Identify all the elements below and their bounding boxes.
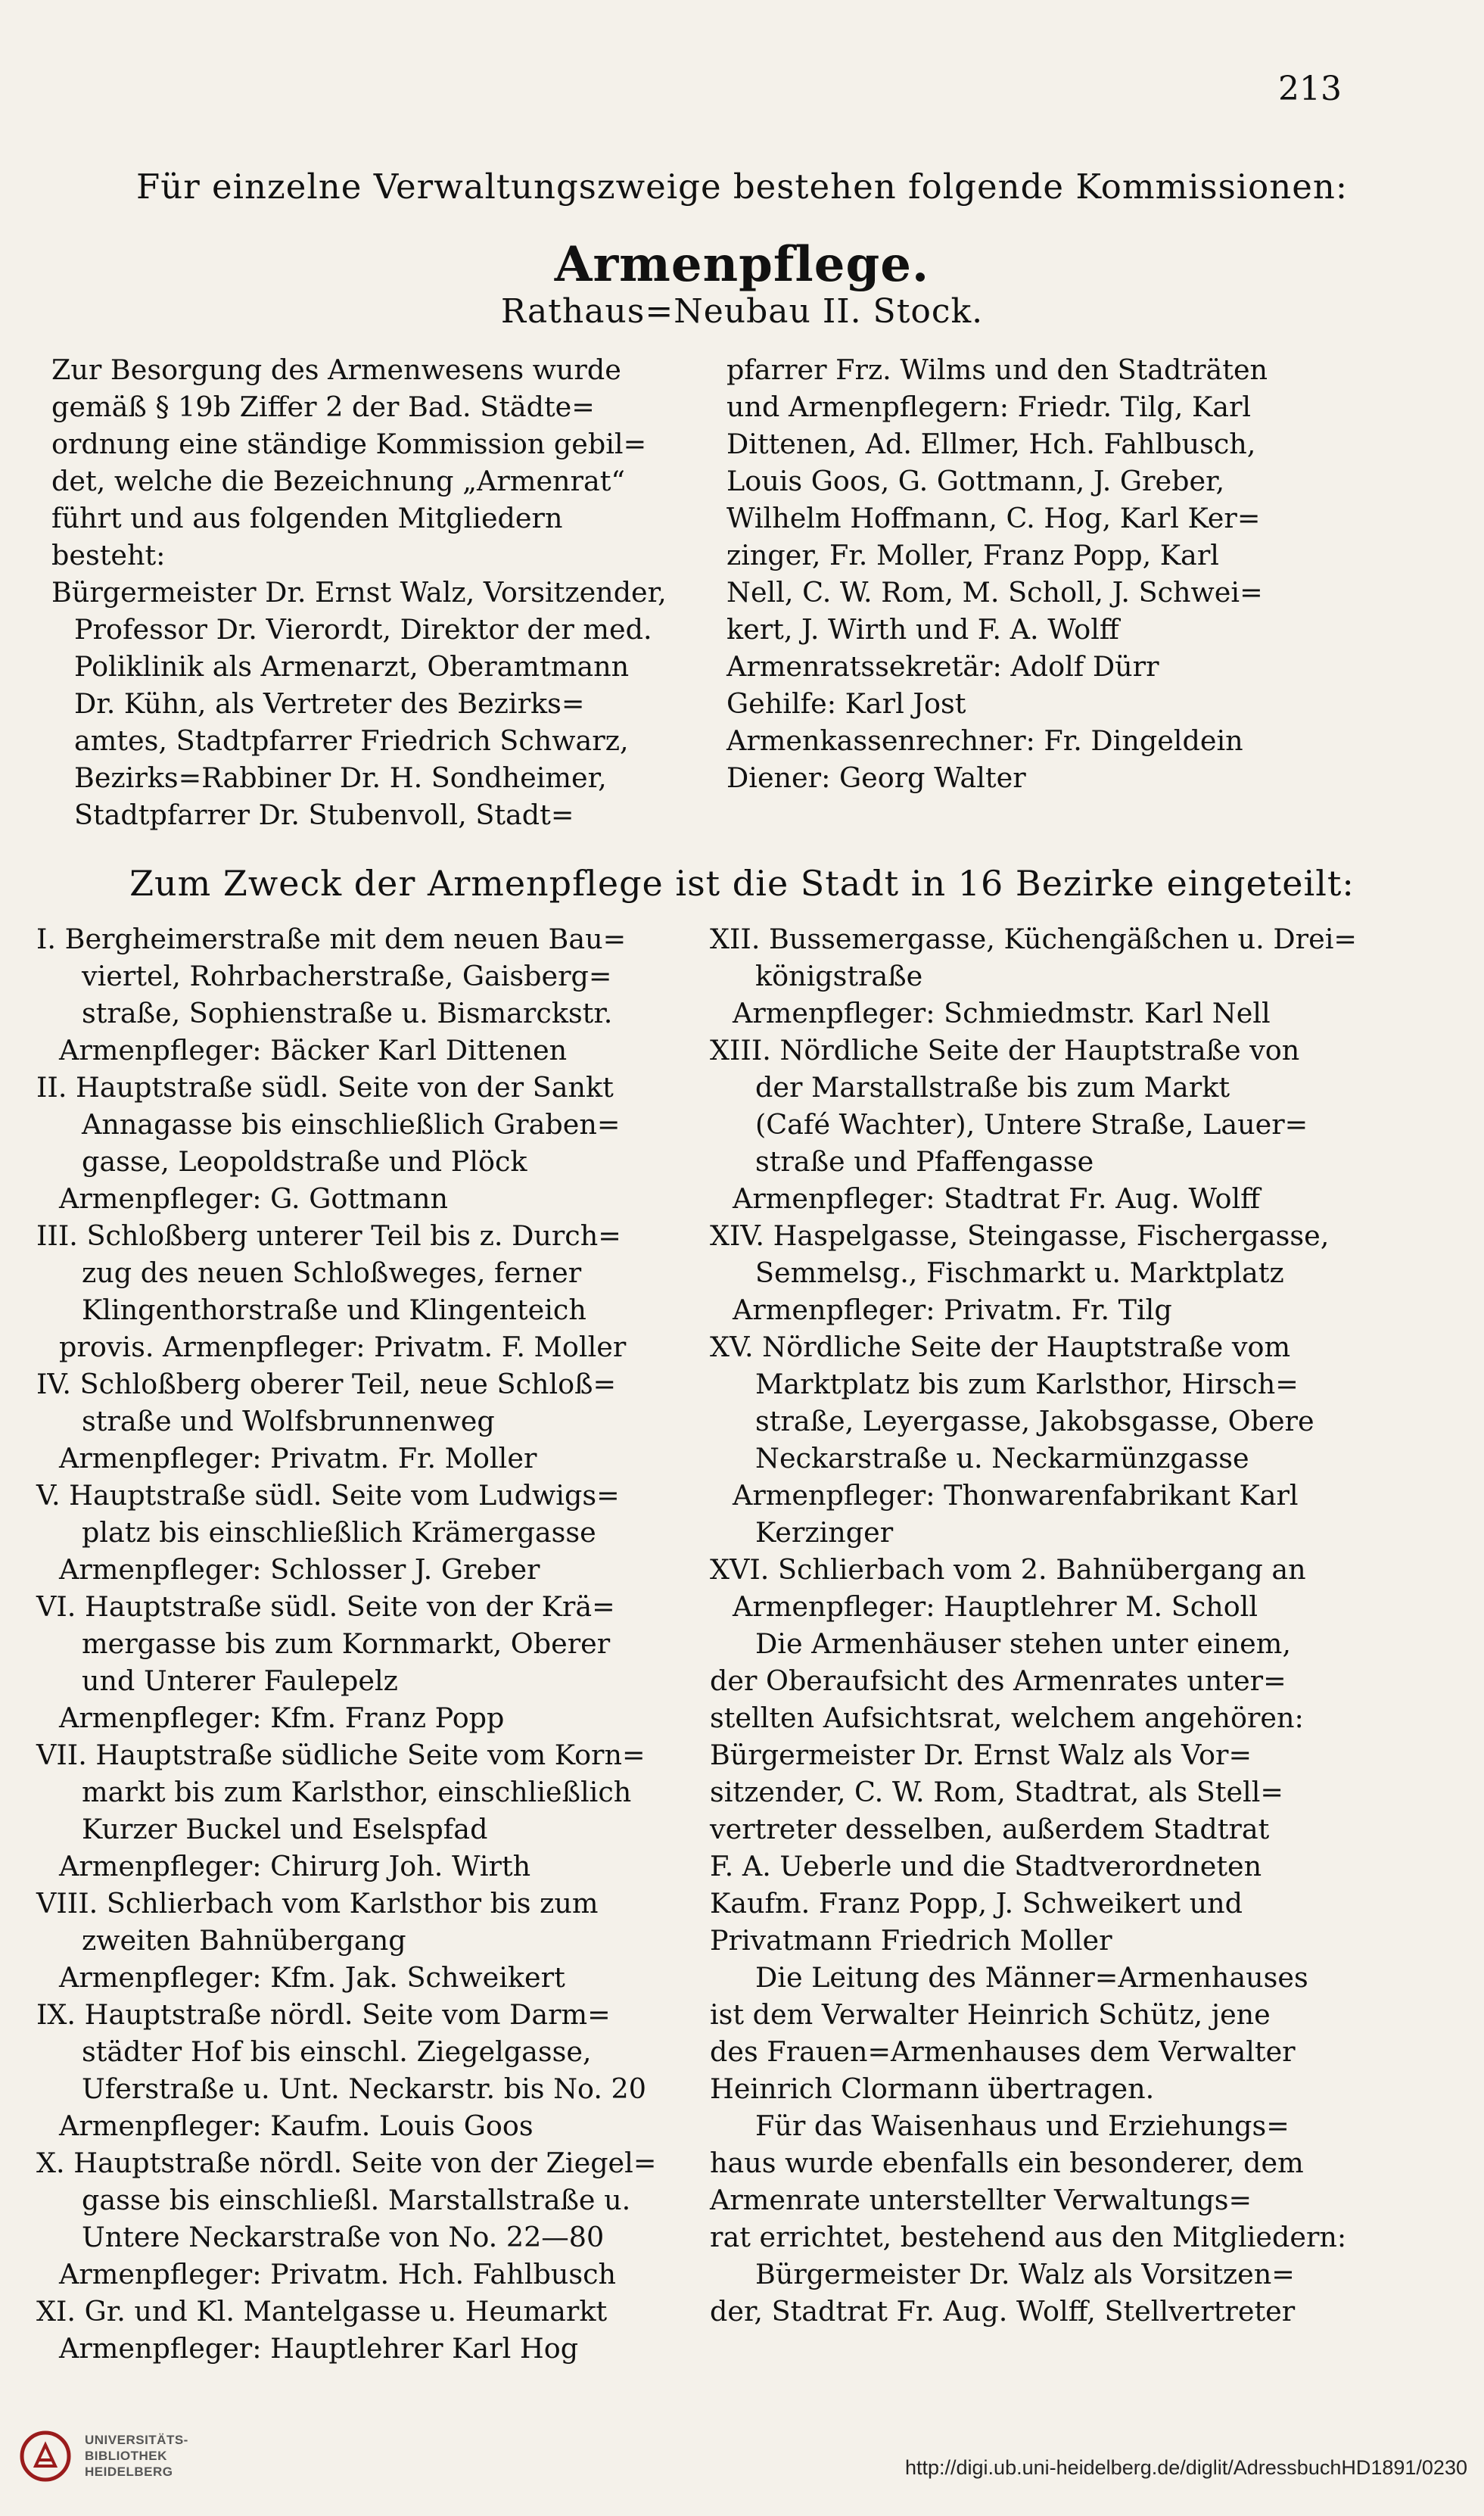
- district-line: Bürgermeister Dr. Walz als Vorsitzen=: [755, 2258, 1295, 2290]
- district-line: Armenpfleger: Thonwarenfabrikant Karl: [733, 1479, 1299, 1512]
- district-line: Armenpfleger: Schmiedmstr. Karl Nell: [733, 997, 1271, 1029]
- intro-right-column: [726, 351, 1377, 796]
- district-line: V. Hauptstraße südl. Seite vom Ludwigs=: [36, 1479, 620, 1512]
- district-line: Armenpfleger: Hauptlehrer Karl Hog: [59, 2332, 579, 2365]
- district-line: XIV. Haspelgasse, Steingasse, Fischergasse,: [710, 1219, 1330, 1252]
- district-line: Armenpfleger: Privatm. Hch. Fahlbusch: [59, 2258, 617, 2290]
- district-line: Armenrate unterstellter Verwaltungs=: [710, 2184, 1252, 2216]
- intro-line: Gehilfe: Karl Jost: [726, 687, 966, 720]
- district-line: Armenpfleger: Privatm. Fr. Tilg: [733, 1294, 1172, 1326]
- district-line: viertel, Rohrbacherstraße, Gaisberg=: [82, 960, 612, 992]
- library-logo-text: UNIVERSITÄTS- BIBLIOTHEK HEIDELBERG: [85, 2433, 188, 2479]
- district-line: X. Hauptstraße nördl. Seite von der Ziegel=: [36, 2147, 657, 2179]
- intro-line: Stadtpfarrer Dr. Stubenvoll, Stadt=: [74, 799, 574, 831]
- districts-left-column: [36, 920, 695, 2367]
- district-line: und Unterer Faulepelz: [82, 1664, 398, 1697]
- intro-line: besteht:: [51, 539, 166, 571]
- section-title: Armenpflege.: [554, 236, 930, 293]
- district-line: der Marstallstraße bis zum Markt: [755, 1071, 1230, 1104]
- district-line: Klingenthorstraße und Klingenteich: [82, 1294, 586, 1326]
- district-line: Armenpfleger: Privatm. Fr. Moller: [59, 1442, 537, 1474]
- intro-line: pfarrer Frz. Wilms und den Stadträten: [726, 353, 1268, 386]
- intro-line: Professor Dr. Vierordt, Direktor der med.: [74, 613, 652, 646]
- district-line: des Frauen=Armenhauses dem Verwalter: [710, 2035, 1296, 2068]
- intro-line: Nell, C. W. Rom, M. Scholl, J. Schwei=: [726, 576, 1263, 609]
- intro-line: kert, J. Wirth und F. A. Wolff: [726, 613, 1119, 646]
- district-line: VI. Hauptstraße südl. Seite von der Krä=: [36, 1590, 615, 1623]
- district-line: VII. Hauptstraße südliche Seite vom Korn=: [36, 1739, 646, 1771]
- district-line: XII. Bussemergasse, Küchengäßchen u. Drei=: [710, 923, 1357, 955]
- district-line: XIII. Nördliche Seite der Hauptstraße von: [710, 1034, 1300, 1066]
- district-line: gasse bis einschließl. Marstallstraße u.: [82, 2184, 631, 2216]
- district-line: Armenpfleger: Schlosser J. Greber: [59, 1553, 540, 1586]
- intro-line: Wilhelm Hoffmann, C. Hog, Karl Ker=: [726, 502, 1261, 534]
- district-line: Annagasse bis einschließlich Graben=: [82, 1108, 621, 1141]
- district-line: Armenpfleger: Chirurg Joh. Wirth: [59, 1850, 531, 1882]
- district-line: stellten Aufsichtsrat, welchem angehören:: [710, 1702, 1304, 1734]
- district-line: provis. Armenpfleger: Privatm. F. Moller: [59, 1331, 627, 1363]
- page-number: 213: [1278, 70, 1342, 108]
- district-line: Neckarstraße u. Neckarmünzgasse: [755, 1442, 1249, 1474]
- library-logo-icon: [19, 2430, 72, 2483]
- district-line: rat errichtet, bestehend aus den Mitgliedern:: [710, 2221, 1347, 2253]
- commissions-heading: Für einzelne Verwaltungszweige bestehen folgende Kommissionen:: [136, 167, 1348, 207]
- district-line: der Oberaufsicht des Armenrates unter=: [710, 1664, 1286, 1697]
- district-line: Kerzinger: [755, 1516, 894, 1549]
- section-subtitle: Rathaus=Neubau II. Stock.: [500, 292, 984, 331]
- district-line: ist dem Verwalter Heinrich Schütz, jene: [710, 1998, 1271, 2031]
- district-line: I. Bergheimerstraße mit dem neuen Bau=: [36, 923, 627, 955]
- district-line: II. Hauptstraße südl. Seite von der Sankt: [36, 1071, 614, 1104]
- district-line: Armenpfleger: Stadtrat Fr. Aug. Wolff: [733, 1182, 1261, 1215]
- district-line: Marktplatz bis zum Karlsthor, Hirsch=: [755, 1368, 1299, 1400]
- district-line: haus wurde ebenfalls ein besonderer, dem: [710, 2147, 1304, 2179]
- district-line: IX. Hauptstraße nördl. Seite vom Darm=: [36, 1998, 611, 2031]
- intro-line: Armenkassenrechner: Fr. Dingeldein: [726, 724, 1243, 757]
- districts-heading: Zum Zweck der Armenpflege ist die Stadt in 16 Bezirke eingeteilt:: [129, 863, 1355, 904]
- district-line: königstraße: [755, 960, 923, 992]
- district-line: F. A. Ueberle und die Stadtverordneten: [710, 1850, 1262, 1882]
- district-line: Privatmann Friedrich Moller: [710, 1924, 1112, 1957]
- intro-line: Dittenen, Ad. Ellmer, Hch. Fahlbusch,: [726, 428, 1256, 460]
- district-line: Armenpfleger: G. Gottmann: [59, 1182, 449, 1215]
- intro-line: zinger, Fr. Moller, Franz Popp, Karl: [726, 539, 1219, 571]
- district-line: XV. Nördliche Seite der Hauptstraße vom: [710, 1331, 1291, 1363]
- district-line: Die Armenhäuser stehen unter einem,: [755, 1627, 1291, 1660]
- district-line: (Café Wachter), Untere Straße, Lauer=: [755, 1108, 1308, 1141]
- district-line: Armenpfleger: Bäcker Karl Dittenen: [59, 1034, 568, 1066]
- district-line: Armenpfleger: Kfm. Jak. Schweikert: [59, 1961, 565, 1994]
- intro-line: ordnung eine ständige Kommission gebil=: [51, 428, 647, 460]
- district-line: XI. Gr. und Kl. Mantelgasse u. Heumarkt: [36, 2295, 608, 2328]
- district-line: Für das Waisenhaus und Erziehungs=: [755, 2110, 1290, 2142]
- intro-line: Louis Goos, G. Gottmann, J. Greber,: [726, 465, 1225, 497]
- district-line: IV. Schloßberg oberer Teil, neue Schloß=: [36, 1368, 617, 1400]
- intro-line: Armenratssekretär: Adolf Dürr: [726, 650, 1159, 683]
- district-line: Kurzer Buckel und Eselspfad: [82, 1813, 488, 1845]
- district-line: straße, Sophienstraße u. Bismarckstr.: [82, 997, 613, 1029]
- district-line: vertreter desselben, außerdem Stadtrat: [710, 1813, 1270, 1845]
- district-line: platz bis einschließlich Krämergasse: [82, 1516, 596, 1549]
- intro-left-column: [51, 351, 687, 833]
- intro-line: Bezirks=Rabbiner Dr. H. Sondheimer,: [74, 761, 607, 794]
- intro-line: Bürgermeister Dr. Ernst Walz, Vorsitzender,: [51, 576, 667, 609]
- district-line: straße und Wolfsbrunnenweg: [82, 1405, 495, 1437]
- district-line: XVI. Schlierbach vom 2. Bahnübergang an: [710, 1553, 1306, 1586]
- district-line: markt bis zum Karlsthor, einschließlich: [82, 1776, 632, 1808]
- district-line: Heinrich Clormann übertragen.: [710, 2072, 1155, 2105]
- districts-right-column: [710, 920, 1376, 2330]
- source-url: http://digi.ub.uni-heidelberg.de/diglit/AdressbuchHD1891/0230: [904, 2456, 1467, 2479]
- footer: [0, 2426, 1484, 2516]
- intro-line: det, welche die Bezeichnung „Armenrat“: [51, 465, 626, 497]
- district-line: mergasse bis zum Kornmarkt, Oberer: [82, 1627, 611, 1660]
- district-line: Uferstraße u. Unt. Neckarstr. bis No. 20: [82, 2072, 647, 2105]
- intro-line: gemäß § 19b Ziffer 2 der Bad. Städte=: [51, 391, 595, 423]
- district-line: der, Stadtrat Fr. Aug. Wolff, Stellvertreter: [710, 2295, 1296, 2328]
- district-line: zweiten Bahnübergang: [82, 1924, 406, 1957]
- intro-line: Zur Besorgung des Armenwesens wurde: [51, 353, 621, 386]
- district-line: sitzender, C. W. Rom, Stadtrat, als Stell=: [710, 1776, 1283, 1808]
- district-line: Armenpfleger: Kaufm. Louis Goos: [59, 2110, 534, 2142]
- district-line: III. Schloßberg unterer Teil bis z. Durch=: [36, 1219, 621, 1252]
- district-line: gasse, Leopoldstraße und Plöck: [82, 1145, 527, 1178]
- district-line: Armenpfleger: Hauptlehrer M. Scholl: [733, 1590, 1258, 1623]
- district-line: Die Leitung des Männer=Armenhauses: [755, 1961, 1308, 1994]
- district-line: Bürgermeister Dr. Ernst Walz als Vor=: [710, 1739, 1252, 1771]
- district-line: VIII. Schlierbach vom Karlsthor bis zum: [36, 1887, 599, 1920]
- intro-line: und Armenpflegern: Friedr. Tilg, Karl: [726, 391, 1252, 423]
- district-line: zug des neuen Schloßweges, ferner: [82, 1256, 582, 1289]
- district-line: Semmelsg., Fischmarkt u. Marktplatz: [755, 1256, 1284, 1289]
- intro-line: Poliklinik als Armenarzt, Oberamtmann: [74, 650, 630, 683]
- district-line: Kaufm. Franz Popp, J. Schweikert und: [710, 1887, 1243, 1920]
- district-line: Untere Neckarstraße von No. 22—80: [82, 2221, 605, 2253]
- district-line: straße, Leyergasse, Jakobsgasse, Obere: [755, 1405, 1314, 1437]
- intro-line: Dr. Kühn, als Vertreter des Bezirks=: [74, 687, 585, 720]
- district-line: städter Hof bis einschl. Ziegelgasse,: [82, 2035, 592, 2068]
- district-line: Armenpfleger: Kfm. Franz Popp: [59, 1702, 505, 1734]
- intro-line: führt und aus folgenden Mitgliedern: [51, 502, 563, 534]
- district-line: straße und Pfaffengasse: [755, 1145, 1094, 1178]
- intro-line: Diener: Georg Walter: [726, 761, 1026, 794]
- intro-line: amtes, Stadtpfarrer Friedrich Schwarz,: [74, 724, 629, 757]
